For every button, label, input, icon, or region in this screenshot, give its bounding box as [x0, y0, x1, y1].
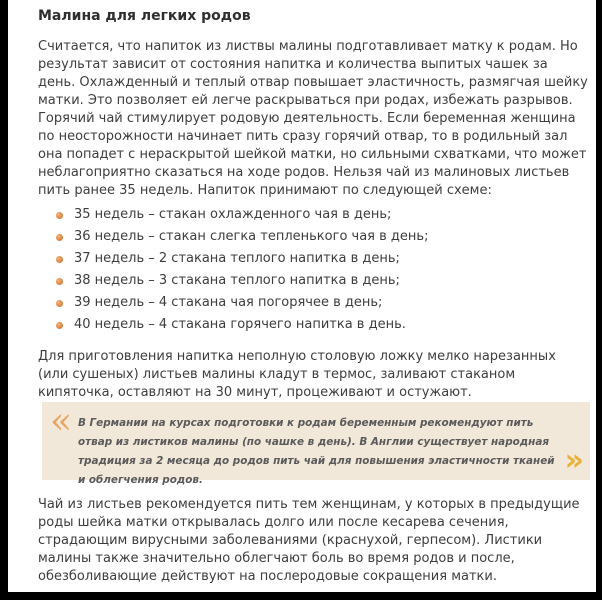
- bullet-icon: [56, 322, 63, 329]
- intro-paragraph: Считается, что напиток из листвы малины подготавливает матку к родам. Но результат зависит от состояния напитка и количества выпитых чашек за день. Охлажденный и теплый отвар повышает эластичность, размягчая шейку матки. Это позволяет ей легче раскрываться при родах, избежать разрывов. Горячий чай стимулирует родовую деятельность. Если беременная женщина по неосторожности начинает пить сразу горячий отвар, то в родильный зал она попадет с нераскрытой шейкой матки, но сильными схватками, что может неблагоприятно сказаться на ходе родов. Нельзя чай из малиновых листьев пить ранее 35 недель. Напиток принимают по следующей схеме:: [38, 39, 588, 198]
- close-quote-icon: »: [564, 443, 584, 478]
- bullet-icon: [56, 256, 63, 263]
- article-title: Малина для легких родов: [38, 8, 251, 24]
- schedule-item: 40 недель – 4 стакана горячего напитка в день.: [50, 314, 428, 336]
- open-quote-icon: «: [50, 401, 73, 442]
- bullet-icon: [56, 234, 63, 241]
- schedule-item: 39 недель – 4 стакана чая погорячее в день;: [50, 292, 428, 314]
- closing-paragraph: Чай из листьев рекомендуется пить тем женщинам, у которых в предыдущие роды шейка матки открывалась долго или после кесарева сечения, страдающим вирусными заболеваниями (краснухой, герпесом). Листики малины также значительно облегчают боль во время родов и после, обезболивающие действуют на послеродовые сокращения матки.: [38, 497, 580, 584]
- schedule-item: 35 недель – стакан охлажденного чая в день;: [50, 204, 428, 226]
- bullet-icon: [56, 278, 63, 285]
- article-page: [8, 0, 596, 592]
- schedule-item: 37 недель – 2 стакана теплого напитка в день;: [50, 248, 428, 270]
- schedule-list: [50, 204, 428, 336]
- quote-box: [42, 401, 590, 486]
- bullet-icon: [56, 212, 63, 219]
- bullet-icon: [56, 300, 63, 307]
- schedule-item: 36 недель – стакан слегка тепленького чая в день;: [50, 226, 428, 248]
- preparation-paragraph: Для приготовления напитка неполную столовую ложку мелко нарезанных (или сушеных) листьев малины кладут в термос, заливают стаканом кипяточка, оставляют на 30 минут, процеживают и остужают.: [38, 349, 556, 400]
- schedule-item: 38 недель – 3 стакана теплого напитка в день;: [50, 270, 428, 292]
- quote-text: В Германии на курсах подготовки к родам беременным рекомендуют пить отвар из листиков малины (по чашке в день). В Англии существует народная традиция за 2 месяца до родов пить чай для повышения эластичности тканей и облегчения родов.: [78, 417, 555, 486]
